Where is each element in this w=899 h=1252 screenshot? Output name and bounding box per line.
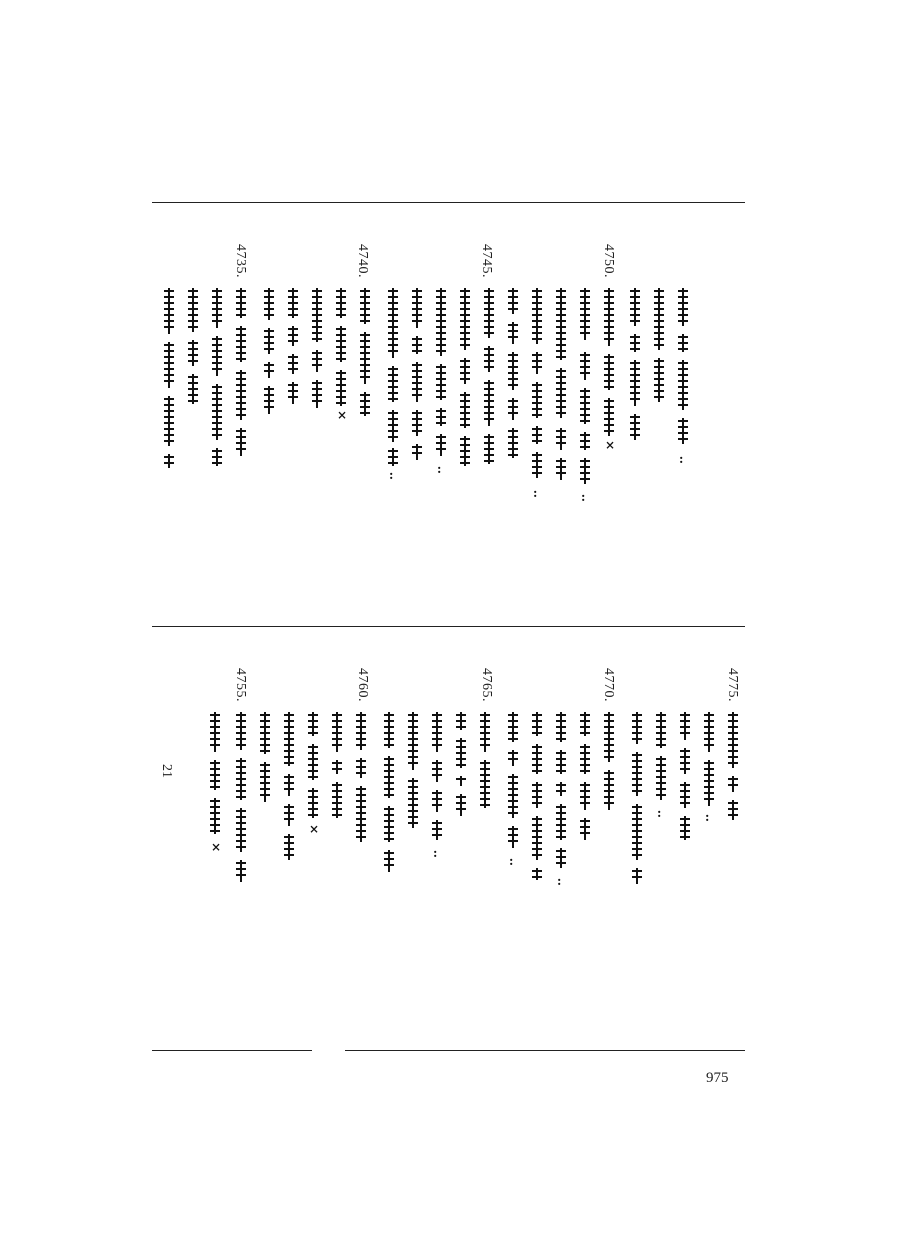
script-column-43 xyxy=(234,712,248,882)
line-number-4775: 4775. xyxy=(725,668,740,702)
bottom-rule-right xyxy=(345,1050,745,1051)
script-column-3 xyxy=(628,288,642,453)
script-column-12 xyxy=(410,288,424,460)
script-column-16 xyxy=(310,288,324,418)
line-number-4760: 4760. xyxy=(355,668,370,702)
script-column-2 xyxy=(652,288,666,398)
script-column-44: × xyxy=(208,712,222,862)
script-column-29 xyxy=(578,712,592,862)
script-column-18 xyxy=(262,288,276,418)
script-column-33 xyxy=(478,712,492,812)
script-column-4: × xyxy=(602,288,616,453)
bottom-rule-left xyxy=(152,1050,312,1051)
script-column-23 xyxy=(726,712,740,822)
script-column-19 xyxy=(234,288,248,468)
script-column-6 xyxy=(554,288,568,488)
line-number-4735: 4735. xyxy=(233,244,248,278)
top-rule xyxy=(152,202,745,203)
script-column-20 xyxy=(210,288,224,468)
script-column-38 xyxy=(354,712,368,852)
script-column-37 xyxy=(382,712,396,882)
script-column-30: : xyxy=(554,712,568,892)
script-column-14 xyxy=(358,288,372,418)
page-folio-number: 975 xyxy=(706,1070,729,1086)
line-number-4750: 4750. xyxy=(601,244,616,278)
script-column-11: : xyxy=(434,288,448,473)
script-column-24: : xyxy=(702,712,716,822)
script-column-35: : xyxy=(430,712,444,872)
script-column-39 xyxy=(330,712,344,822)
script-column-5: : xyxy=(578,288,592,502)
script-column-10 xyxy=(458,288,472,468)
script-column-21 xyxy=(186,288,200,408)
script-column-22 xyxy=(162,288,176,468)
line-number-4740: 4740. xyxy=(355,244,370,278)
script-column-27 xyxy=(630,712,644,892)
script-column-9 xyxy=(482,288,496,466)
middle-rule xyxy=(152,626,745,627)
script-column-25 xyxy=(678,712,692,844)
script-column-17 xyxy=(286,288,300,408)
script-column-28 xyxy=(602,712,616,812)
script-column-8 xyxy=(506,288,520,478)
script-column-1: : xyxy=(676,288,690,478)
script-column-15: × xyxy=(334,288,348,418)
script-column-26: : xyxy=(654,712,668,822)
script-column-34 xyxy=(454,712,468,822)
line-number-4755: 4755. xyxy=(233,668,248,702)
inner-page-number: 21 xyxy=(159,764,174,778)
script-column-36 xyxy=(406,712,420,832)
script-column-42 xyxy=(258,712,272,802)
script-column-13: : xyxy=(386,288,400,478)
script-column-41 xyxy=(282,712,296,862)
script-column-31 xyxy=(530,712,544,882)
script-column-7: : xyxy=(530,288,544,502)
line-number-4745: 4745. xyxy=(479,244,494,278)
line-number-4765: 4765. xyxy=(479,668,494,702)
script-column-40: × xyxy=(306,712,320,842)
script-column-32: : xyxy=(506,712,520,872)
line-number-4770: 4770. xyxy=(601,668,616,702)
